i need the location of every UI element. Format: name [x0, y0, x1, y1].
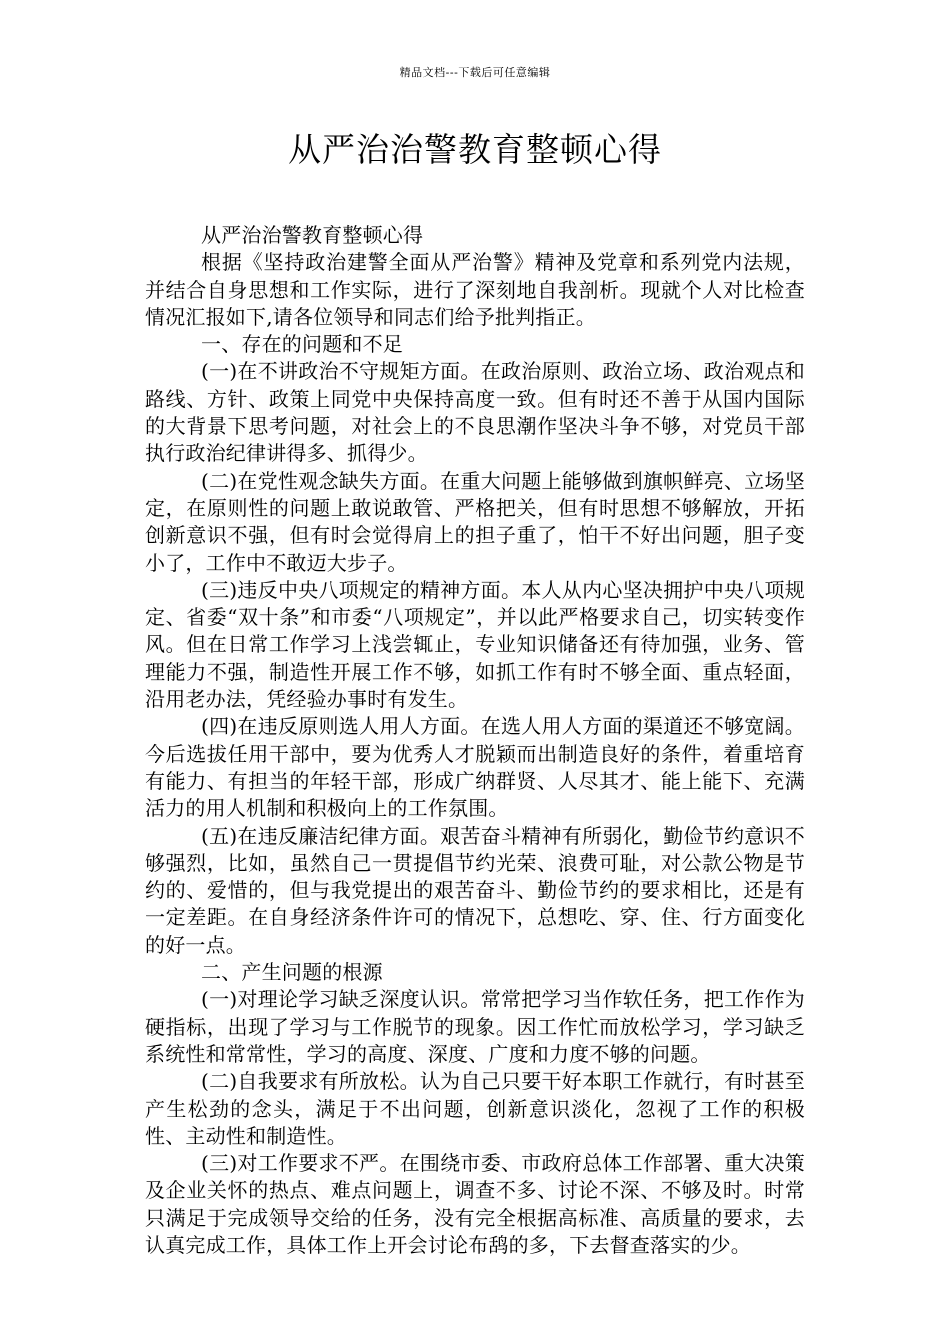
section-heading: 二、产生问题的根源: [201, 960, 383, 985]
body-paragraph: (四)在违反原则选人用人方面。在选人用人方面的渠道还不够宽阔。今后选拔任用干部中，要为优秀人才脱颖而出制造良好的条件，着重培育有能力、有担当的年轻干部，形成广纳群贤、人尽其才、能上能下、充满活力的用人机制和积极向上的工作氛围。: [145, 714, 805, 821]
body-paragraph: (三)对工作要求不严。在围绕市委、市政府总体工作部署、重大决策及企业关怀的热点、难点问题上，调查不多、讨论不深、不够及时。时常只满足于完成领导交给的任务，没有完全根据高标准、高质量的要求，去认真完成工作，具体工作上开会讨论布鸹的多，下去督查落实的少。: [145, 1151, 805, 1257]
body-paragraph: (一)在不讲政治不守规矩方面。在政治原则、政治立场、政治观点和路线、方针、政策上同党中央保持高度一致。但有时还不善于从国内国际的大背景下思考问题，对社会上的不良思潮作坚决斗争不够，对党员干部执行政治纪律讲得多、抓得少。: [145, 359, 805, 466]
body-paragraph: 从严治治警教育整顿心得: [201, 223, 424, 247]
body-paragraph: (三)违反中央八项规定的精神方面。本人从内心坚决拥护中央八项规定、省委“双十条”和市委“八项规定”，并以此严格要求自己，切实转变作风。但在日常工作学习上浅尝辄止，专业知识储备还有待加强，业务、管理能力不强，制造性开展工作不够，如抓工作有时不够全面、重点轻面，沿用老办法，凭经验办事时有发生。: [145, 577, 805, 712]
body-paragraph: (二)自我要求有所放松。认为自己只要干好本职工作就行，有时甚至产生松劲的念头，满足于不出问题，创新意识淡化，忽视了工作的积极性、主动性和制造性。: [145, 1069, 805, 1148]
document-body: [145, 222, 805, 1259]
body-paragraph: (一)对理论学习缺乏深度认识。常常把学习当作软任务，把工作作为硬指标，出现了学习与工作脱节的现象。因工作忙而放松学习，学习缺乏系统性和常常性，学习的高度、深度、广度和力度不够的问题。: [145, 987, 805, 1066]
body-paragraph: (二)在党性观念缺失方面。在重大问题上能够做到旗帜鲜亮、立场坚定，在原则性的问题上敢说敢管、严格把关，但有时思想不够解放，开拓创新意识不强，但有时会觉得肩上的担子重了，怕干不好出问题，胆子变小了，工作中不敢迈大步子。: [145, 468, 805, 575]
body-paragraph: (五)在违反廉洁纪律方面。艰苦奋斗精神有所弱化，勤俭节约意识不够强烈，比如，虽然自己一贯提倡节约光荣、浪费可耻，对公款公物是节约的、爱惜的，但与我党提出的艰苦奋斗、勤俭节约的要求相比，还是有一定差距。在自身经济条件许可的情况下，总想吃、穿、住、行方面变化的好一点。: [145, 823, 805, 957]
body-paragraph: 根据《坚持政治建警全面从严治警》精神及党章和系列党内法规，并结合自身思想和工作实际，进行了深刻地自我剖析。现就个人对比检查情况汇报如下,请各位领导和同志们给予批判指正。: [145, 250, 805, 329]
document-title: 从严治治警教育整顿心得: [288, 130, 662, 169]
section-heading: 一、存在的问题和不足: [201, 332, 403, 357]
header-note: 精品文档---下载后可任意编辑: [399, 66, 551, 79]
